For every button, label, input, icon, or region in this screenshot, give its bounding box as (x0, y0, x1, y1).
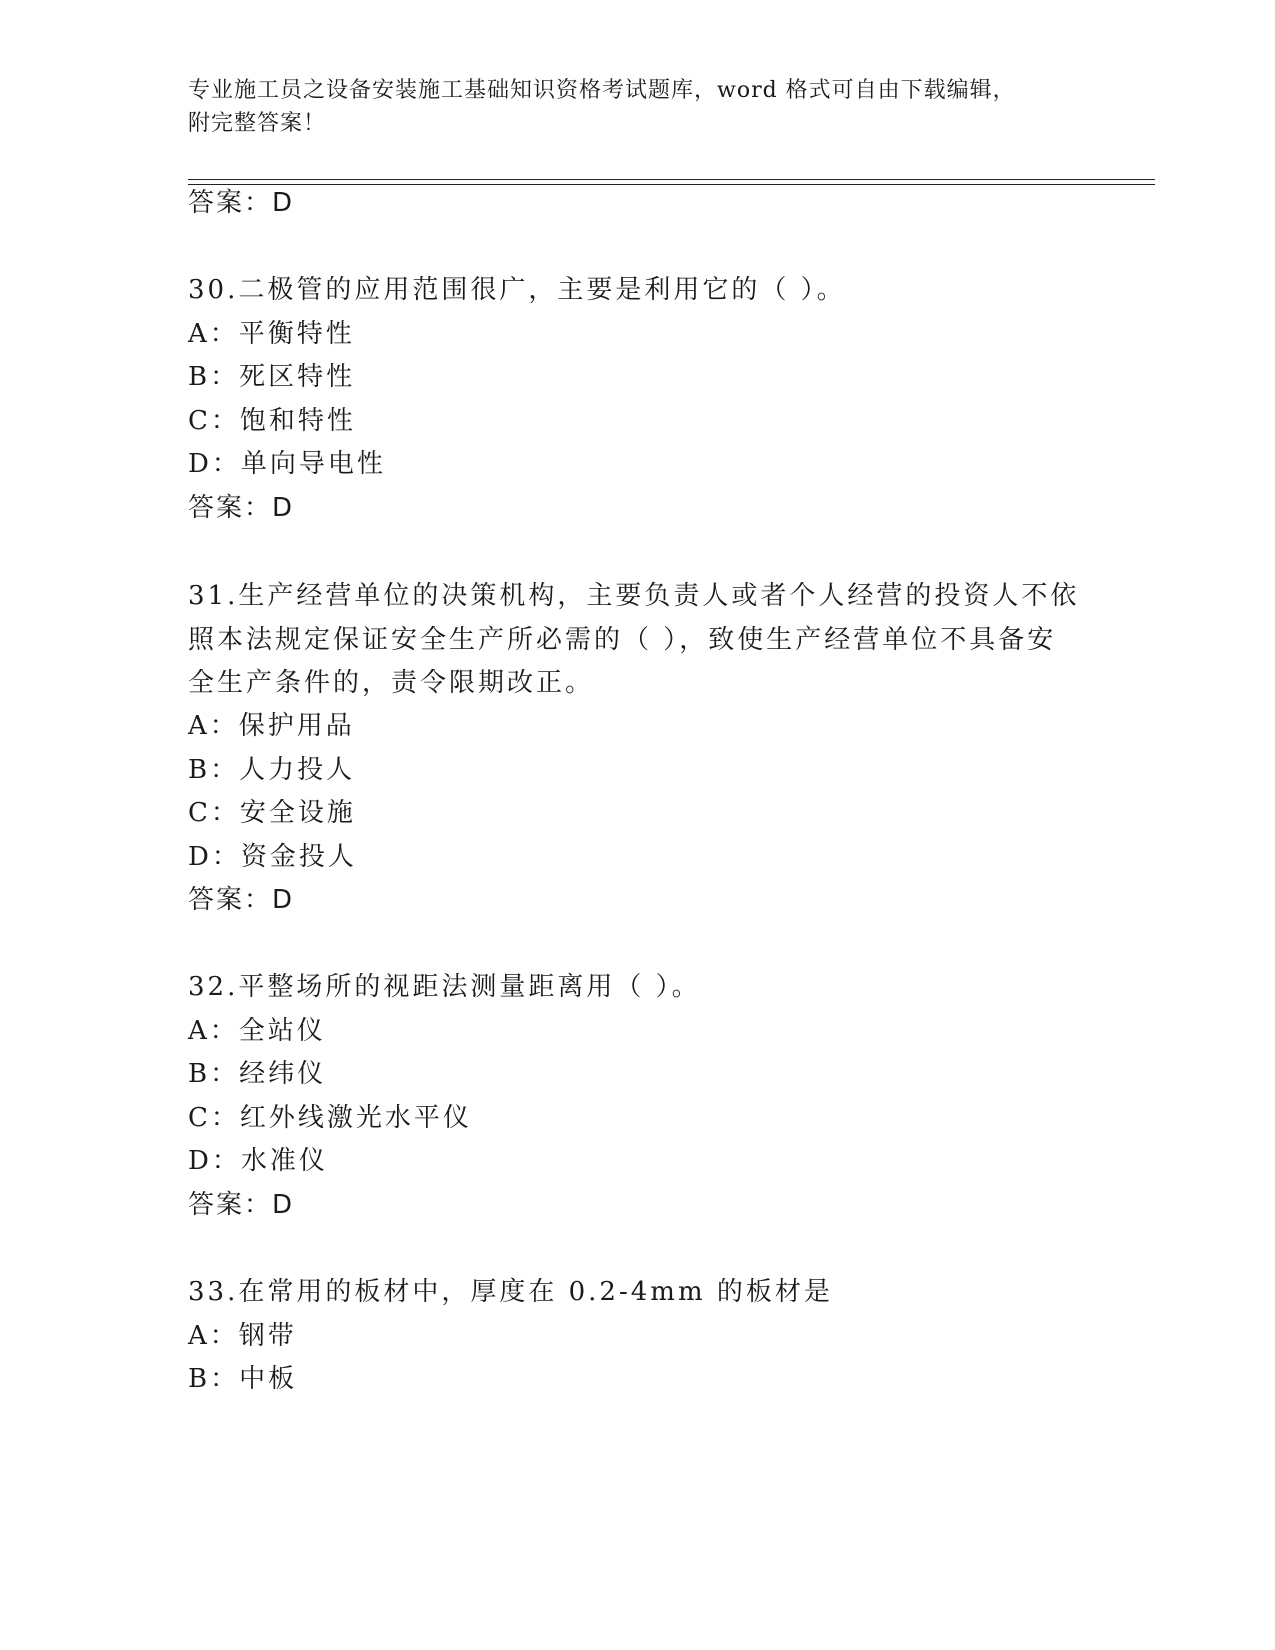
option-d: D：资金投人 (188, 842, 357, 872)
question-stem: 照本法规定保证安全生产所必需的（ ），致使生产经营单位不具备安 (188, 625, 1057, 655)
option-b: B：中板 (188, 1364, 298, 1394)
option-b: B：经纬仪 (188, 1059, 327, 1089)
question-stem: 全生产条件的，责令限期改正。 (188, 668, 595, 698)
page-header (188, 74, 1068, 140)
option-b: B：人力投人 (188, 755, 356, 785)
question-stem: 31.生产经营单位的决策机构，主要负责人或者个人经营的投资人不依 (188, 581, 1080, 611)
option-c: C：红外线激光水平仪 (188, 1103, 472, 1133)
answer: 答案：D (188, 885, 295, 915)
option-a: A：保护用品 (188, 711, 355, 741)
option-a: A：钢带 (188, 1321, 297, 1351)
option-d: D：水准仪 (188, 1146, 328, 1176)
option-a: A：全站仪 (188, 1016, 326, 1046)
option-b: B：死区特性 (188, 362, 356, 392)
question-stem: 30.二极管的应用范围很广，主要是利用它的（ ）。 (188, 275, 846, 305)
option-a: A：平衡特性 (188, 319, 355, 349)
header-rule-top (188, 179, 1155, 180)
answer: 答案：D (188, 493, 295, 523)
answer: 答案：D (188, 1190, 295, 1220)
option-d: D：单向导电性 (188, 449, 386, 479)
question-stem: 33.在常用的板材中，厚度在 0.2-4mm 的板材是 (188, 1277, 833, 1307)
option-c: C：安全设施 (188, 798, 356, 828)
answer-prev: 答案：D (188, 188, 295, 218)
header-line-2: 附完整答案！ (188, 111, 327, 136)
option-c: C：饱和特性 (188, 406, 356, 436)
question-stem: 32.平整场所的视距法测量距离用（ ）。 (188, 972, 701, 1002)
header-line-1: 专业施工员之设备安装施工基础知识资格考试题库，word 格式可自由下载编辑， (188, 78, 1016, 103)
header-rule-bottom (188, 184, 1155, 185)
